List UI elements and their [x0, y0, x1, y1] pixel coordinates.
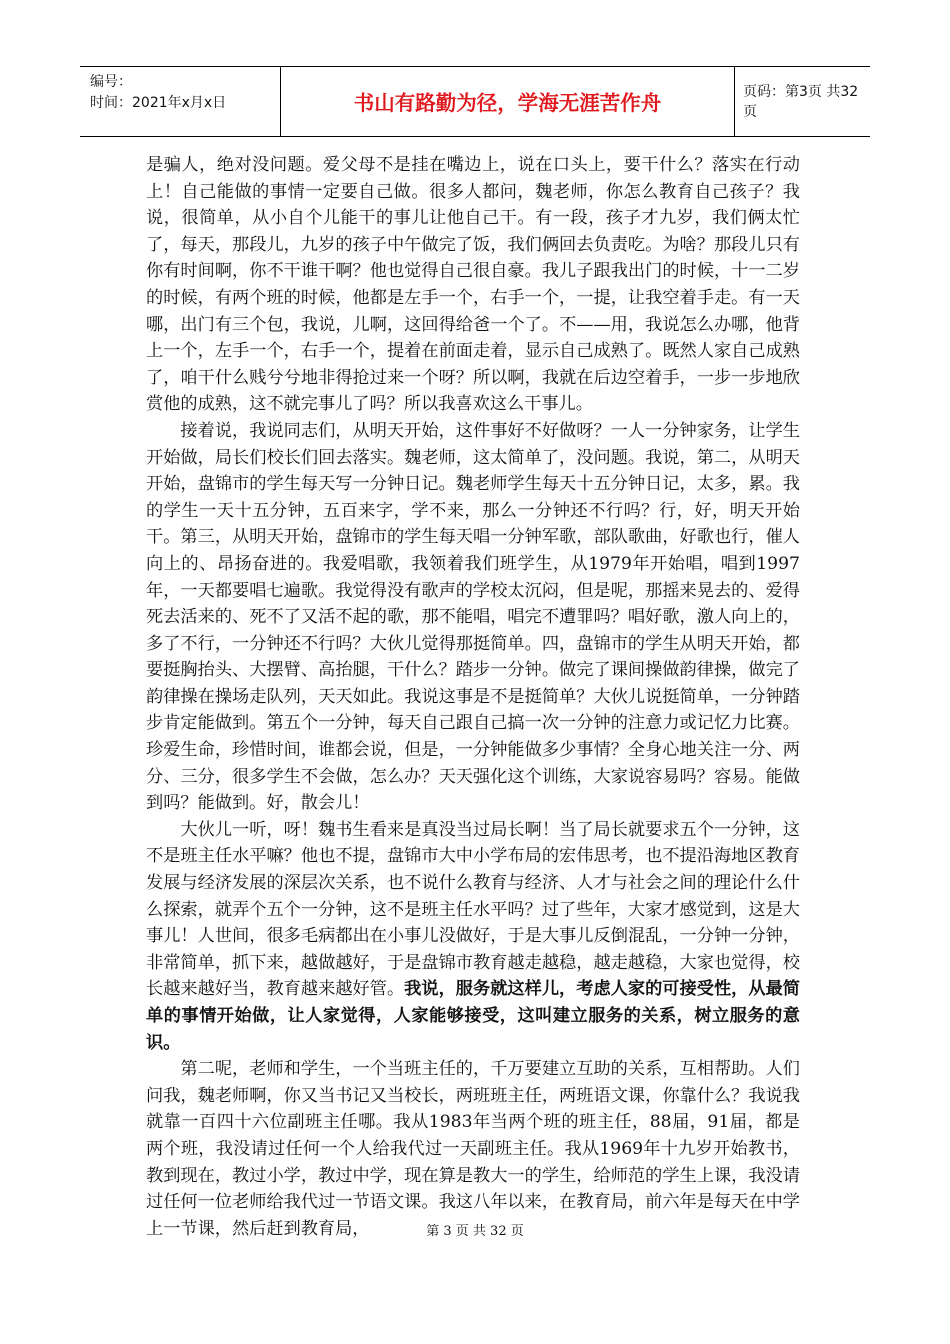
header-divider-right	[734, 66, 735, 136]
body-paragraph-3-bold: 我说，服务就这样儿，考虑人家的可接受性，从最简单的事情开始做，让人家觉得，人家能够接受，这叫建立服务的关系，树立服务的意识。	[146, 979, 800, 1053]
header-meta	[90, 72, 280, 114]
header-motto: 书山有路勤为径，学海无涯苦作舟	[353, 91, 662, 115]
page-header	[80, 66, 870, 136]
body-paragraph-2: 接着说，我说同志们，从明天开始，这件事好不好做呀？一人一分钟家务，让学生开始做，局长们校长们回去落实。魏老师，这太简单了，没问题。我说，第二，从明天开始，盘锦市的学生每天写一分钟日记。魏老师学生每天十五分钟日记，太多，累。我的学生一天十五分钟，五百来字，学不来，那么一分钟还不行吗？行，好，明天开始干。第三，从明天开始，盘锦市的学生每天唱一分钟军歌，部队歌曲，好歌也行，催人向上的、昂扬奋进的。我爱唱歌，我领着我们班学生，从1979年开始唱，唱到1997年，一天都要唱七遍歌。我觉得没有歌声的学校太沉闷，但是呢，那摇来晃去的、爱得死去活来的、死不了又活不起的歌，那不能唱，唱完不遭罪吗？唱好歌，激人向上的，多了不行，一分钟还不行吗？大伙儿觉得那挺简单。四，盘锦市的学生从明天开始，都要挺胸抬头、大摆臂、高抬腿，干什么？踏步一分钟。做完了课间操做韵律操，做完了韵律操在操场走队列，天天如此。我说这事是不是挺简单？大伙儿说挺简单，一分钟踏步肯定能做到。第五个一分钟，每天自己跟自己搞一次一分钟的注意力或记忆力比赛。珍爱生命，珍惜时间，谁都会说，但是，一分钟能做多少事情？全身心地关注一分、两分、三分，很多学生不会做，怎么办？天天强化这个训练，大家说容易吗？容易。能做到吗？能做到。好，散会儿！	[146, 420, 800, 814]
header-bottom-rule	[80, 136, 870, 137]
body-paragraph-4: 第二呢，老师和学生，一个当班主任的，千万要建立互助的关系，互相帮助。人们问我，魏老师啊，你又当书记又当校长，两班班主任，两班语文课，你靠什么？我说我就靠一百四十六位副班主任哪。我从1983年当两个班的班主任，88届，91届，都是两个班，我没请过任何一个人给我代过一天副班主任。我从1969年十九岁开始教书，教到现在，教过小学，教过中学，现在算是教大一的学生，给师范的学生上课，我没请过任何一位老师给我代过一节语文课。我这八年以来，在教育局，前六年是每天在中学上一节课，然后赶到教育局，	[146, 1059, 800, 1239]
body-paragraph-3-text: 大伙儿一听，呀！魏书生看来是真没当过局长啊！当了局长就要求五个一分钟，这不是班主任水平嘛？他也不提，盘锦市大中小学布局的宏伟思考，也不提沿海地区教育发展与经济发展的深层次关系，也不说什么教育与经济、人才与社会之间的理论什么什么探索，就弄个五个一分钟，这不是班主任水平吗？过了些年，大家才感觉到，这是大事儿！人世间，很多毛病都出在小事儿没做好，于是大事儿反倒混乱，一分钟一分钟，非常简单，抓下来，越做越好，于是盘锦市教育越走越稳，越走越稳，大家也觉得，校长越来越好当，教育越来越好管。	[146, 819, 800, 1000]
header-page-label: 页码：第3页 共32页	[743, 84, 859, 120]
body-paragraph-3	[146, 817, 800, 1056]
document-body	[146, 152, 800, 1242]
header-number-label: 编号：	[90, 74, 132, 90]
body-paragraph-1: 是骗人，绝对没问题。爱父母不是挂在嘴边上，说在口头上，要干什么？落实在行动上！自己能做的事情一定要自己做。很多人都问，魏老师，你怎么教育自己孩子？我说，很简单，从小自个儿能干的事儿让他自己干。有一段，孩子才九岁，我们俩太忙了，每天，那段儿，九岁的孩子中午做完了饭，我们俩回去负责吃。为啥？那段儿只有你有时间啊，你不干谁干啊？他也觉得自己很自豪。我儿子跟我出门的时候，十一二岁的时候，有两个班的时候，他都是左手一个，右手一个，一提，让我空着手走。有一天哪，出门有三个包，我说，儿啊，这回得给爸一个了。不——用，我说怎么办哪，他背上一个，左手一个，右手一个，提着在前面走着，显示自己成熟了。既然人家自己成熟了，咱干什么贱兮兮地非得抢过来一个呀？所以啊，我就在后边空着手，一步一步地欣赏他的成熟，这不就完事儿了吗？所以我喜欢这么干事儿。	[146, 155, 800, 415]
page-footer: 第 3 页 共 32 页	[426, 1224, 524, 1239]
header-date-label: 时间：2021年x月x日	[90, 95, 227, 111]
